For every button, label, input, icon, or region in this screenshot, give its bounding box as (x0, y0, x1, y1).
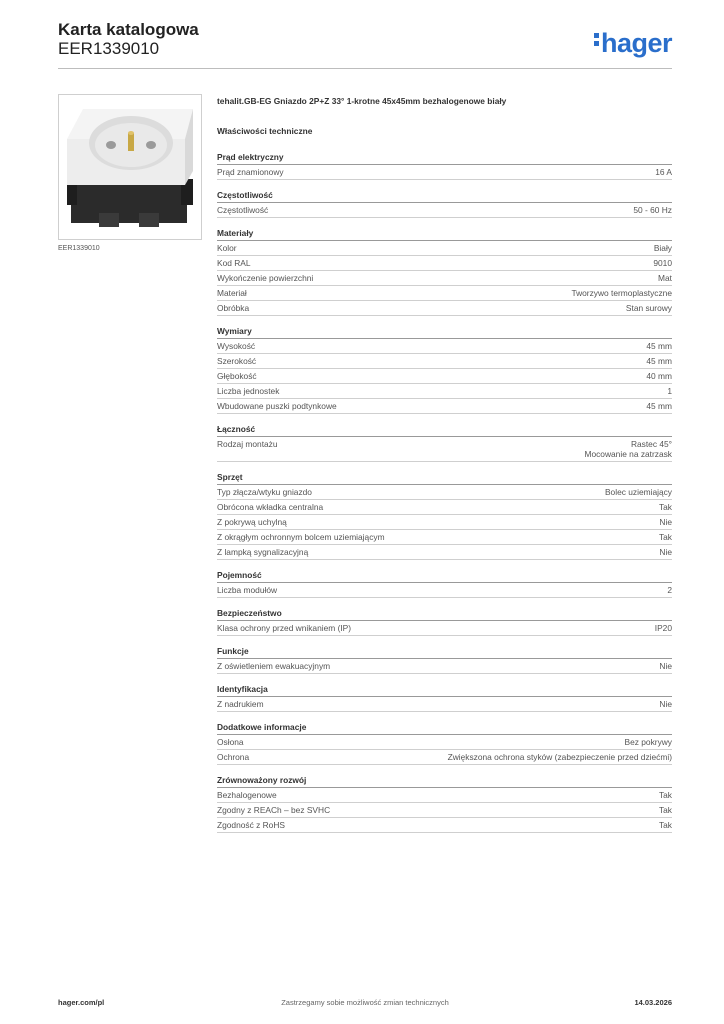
property-value-line: Tak (658, 805, 672, 815)
property-value-line: Tak (658, 532, 672, 542)
property-label: Liczba jednostek (217, 386, 280, 396)
property-value-line: 9010 (653, 258, 672, 268)
property-row (217, 818, 672, 833)
logo-text: hager (600, 28, 672, 58)
property-value-line: 16 A (655, 167, 672, 177)
property-value (653, 258, 672, 268)
property-value (625, 737, 672, 747)
property-value (659, 517, 672, 527)
property-row (217, 203, 672, 218)
property-label: Obróbka (217, 303, 250, 313)
property-value-line: Stan surowy (625, 303, 672, 313)
property-value (584, 439, 672, 459)
section-title: Bezpieczeństwo (217, 608, 672, 621)
property-value (667, 585, 672, 595)
property-label: Kolor (217, 243, 237, 253)
property-row (217, 437, 672, 462)
property-row (217, 803, 672, 818)
property-value (659, 805, 672, 815)
footer-notice: Zastrzegamy sobie możliwość zmian technicznych (281, 998, 449, 1007)
property-value-line: Nie (659, 517, 672, 527)
property-label: Z nadrukiem (217, 699, 264, 709)
property-row (217, 165, 672, 180)
property-value (658, 273, 672, 283)
property-row (217, 286, 672, 301)
property-section (217, 424, 672, 462)
document-code: EER1339010 (58, 39, 160, 58)
property-value-line: Tak (658, 502, 672, 512)
property-row (217, 384, 672, 399)
property-value (659, 502, 672, 512)
property-value-line: Nie (659, 547, 672, 557)
property-label: Rodzaj montażu (217, 439, 278, 449)
property-row (217, 301, 672, 316)
section-title: Pojemność (217, 570, 672, 583)
section-title: Dodatkowe informacje (217, 722, 672, 735)
property-row (217, 256, 672, 271)
property-value-line: Biały (653, 243, 672, 253)
property-value (605, 487, 672, 497)
property-label: Wykończenie powierzchni (217, 273, 314, 283)
property-value-line: Tak (658, 790, 672, 800)
property-row (217, 354, 672, 369)
property-row (217, 621, 672, 636)
property-value (633, 205, 672, 215)
property-value-line: Nie (659, 661, 672, 671)
property-label: Szerokość (217, 356, 257, 366)
property-value (448, 752, 672, 762)
property-label: Typ złącza/wtyku gniazdo (217, 487, 312, 497)
property-value-line: Bez pokrywy (624, 737, 672, 747)
property-value-line: IP20 (654, 623, 672, 633)
property-value-line: 2 (667, 585, 672, 595)
property-value (659, 699, 672, 709)
property-value (646, 356, 672, 366)
property-label: Z okrągłym ochronnym bolcem uziemiającym (217, 532, 385, 542)
property-label: Głębokość (217, 371, 257, 381)
properties-sections (217, 152, 672, 833)
property-value (646, 341, 672, 351)
document-title: Karta katalogowa (58, 20, 199, 39)
property-value (659, 547, 672, 557)
property-value-line: Bolec uziemiający (604, 487, 672, 497)
property-value-line: 45 mm (646, 341, 672, 351)
property-label: Wysokość (217, 341, 256, 351)
property-label: Bezhalogenowe (217, 790, 277, 800)
property-row (217, 399, 672, 414)
property-label: Osłona (217, 737, 244, 747)
property-section (217, 472, 672, 560)
property-value-line: 1 (667, 386, 672, 396)
property-section (217, 228, 672, 316)
property-row (217, 500, 672, 515)
property-value-line: 45 mm (646, 356, 672, 366)
property-value-line: Nie (659, 699, 672, 709)
property-value-line: 50 - 60 Hz (633, 205, 672, 215)
property-value (659, 532, 672, 542)
property-row (217, 735, 672, 750)
footer-date: 14.03.2026 (634, 998, 672, 1007)
property-row (217, 659, 672, 674)
property-section (217, 152, 672, 180)
property-section (217, 646, 672, 674)
property-value-line: 40 mm (646, 371, 672, 381)
property-label: Zgodny z REACh – bez SVHC (217, 805, 331, 815)
property-label: Ochrona (217, 752, 250, 762)
property-section (217, 190, 672, 218)
product-name: tehalit.GB-EG Gniazdo 2P+Z 33° 1-krotne 45x45mm bezhalogenowe biały (217, 96, 507, 106)
property-value-line: Mat (658, 273, 672, 283)
property-row (217, 271, 672, 286)
product-details (217, 96, 672, 843)
property-value-line: Tak (658, 820, 672, 830)
property-value (654, 243, 672, 253)
section-title: Identyfikacja (217, 684, 672, 697)
property-label: Z pokrywą uchylną (217, 517, 287, 527)
socket-illustration-icon (59, 95, 201, 239)
property-value-line: Rastec 45° (630, 439, 672, 449)
property-value (655, 623, 672, 633)
property-label: Prąd znamionowy (217, 167, 284, 177)
property-row (217, 583, 672, 598)
property-label: Z lampką sygnalizacyjną (217, 547, 309, 557)
property-value (655, 167, 672, 177)
property-row (217, 788, 672, 803)
property-section (217, 608, 672, 636)
section-title: Zrównoważony rozwój (217, 775, 672, 788)
property-row (217, 515, 672, 530)
property-section (217, 570, 672, 598)
property-row (217, 750, 672, 765)
property-value (667, 386, 672, 396)
page-header (58, 20, 672, 70)
section-title: Prąd elektryczny (217, 152, 672, 165)
property-row (217, 339, 672, 354)
technical-properties-title: Właściwości techniczne (217, 126, 313, 136)
property-section (217, 326, 672, 414)
section-title: Wymiary (217, 326, 672, 339)
section-title: Łączność (217, 424, 672, 437)
property-value-line: Zwiększona ochrona styków (zabezpieczenie przed dziećmi) (447, 752, 672, 762)
property-value (646, 371, 672, 381)
logo-dots-icon (594, 30, 599, 49)
header-divider (58, 68, 672, 69)
section-title: Funkcje (217, 646, 672, 659)
property-section (217, 722, 672, 765)
property-value (571, 288, 672, 298)
property-value (659, 790, 672, 800)
property-row (217, 369, 672, 384)
property-label: Z oświetleniem ewakuacyjnym (217, 661, 331, 671)
property-label: Kod RAL (217, 258, 251, 268)
property-value (659, 820, 672, 830)
product-image-caption: EER1339010 (58, 245, 100, 252)
property-row (217, 485, 672, 500)
property-label: Liczba modułów (217, 585, 278, 595)
property-label: Częstotliwość (217, 205, 269, 215)
section-title: Częstotliwość (217, 190, 672, 203)
property-label: Obrócona wkładka centralna (217, 502, 324, 512)
property-section (217, 775, 672, 833)
hager-logo (594, 28, 672, 59)
property-label: Wbudowane puszki podtynkowe (217, 401, 337, 411)
section-title: Materiały (217, 228, 672, 241)
product-image (58, 94, 202, 240)
property-section (217, 684, 672, 712)
property-row (217, 241, 672, 256)
property-row (217, 530, 672, 545)
property-label: Klasa ochrony przed wnikaniem (IP) (217, 623, 352, 633)
property-value (659, 661, 672, 671)
property-value-line: 45 mm (646, 401, 672, 411)
property-value-line: Tworzywo termoplastyczne (571, 288, 672, 298)
property-row (217, 697, 672, 712)
property-value (626, 303, 672, 313)
property-label: Materiał (217, 288, 247, 298)
property-value-line: Mocowanie na zatrzask (584, 449, 672, 459)
property-label: Zgodność z RoHS (217, 820, 285, 830)
property-value (646, 401, 672, 411)
section-title: Sprzęt (217, 472, 672, 485)
property-row (217, 545, 672, 560)
footer-website: hager.com/pl (58, 998, 105, 1007)
